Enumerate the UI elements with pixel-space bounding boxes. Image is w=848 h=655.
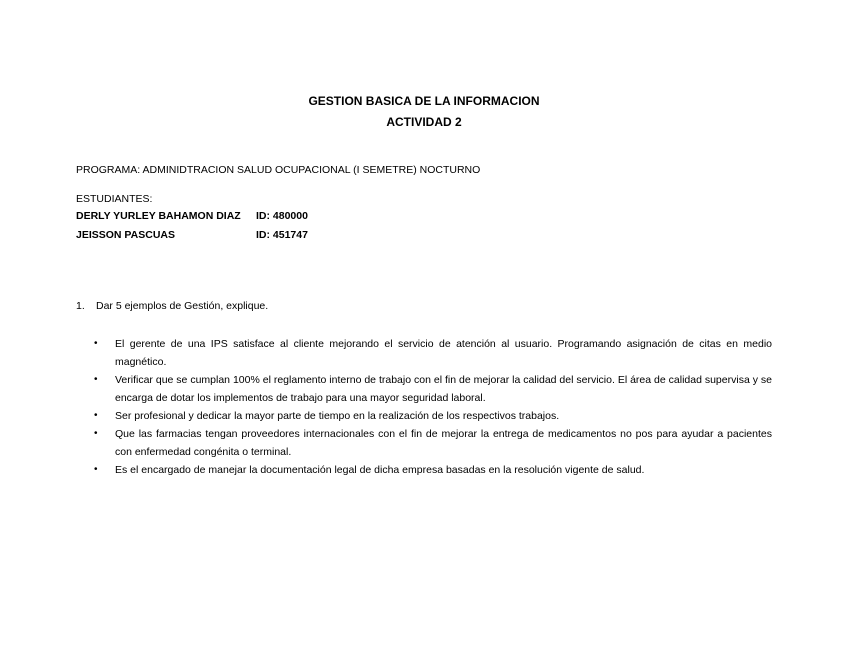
student-name: JEISSON PASCUAS: [76, 229, 175, 241]
bullet-icon: •: [94, 410, 98, 421]
student-id: ID: 480000: [256, 210, 308, 222]
students-label: ESTUDIANTES:: [76, 193, 153, 205]
list-item: [94, 425, 772, 461]
answer-text: Verificar que se cumplan 100% el reglamento interno de trabajo con el fin de mejorar la calidad del servicio. El área de calidad supervisa y se encarga de dotar los implementos de trabajo para una mayor seguridad laboral.: [115, 374, 772, 404]
question-item: [76, 299, 268, 313]
document-subtitle: ACTIVIDAD 2: [386, 115, 462, 129]
question-text: Dar 5 ejemplos de Gestión, explique.: [96, 300, 269, 312]
bullet-icon: •: [94, 338, 98, 349]
document-title: GESTION BASICA DE LA INFORMACION: [308, 94, 540, 108]
answer-text: Es el encargado de manejar la documentación legal de dicha empresa basadas en la resolución vigente de salud.: [115, 464, 645, 476]
list-item: [94, 335, 772, 371]
answer-list: [94, 335, 772, 479]
answer-text: Ser profesional y dedicar la mayor parte de tiempo en la realización de los respectivos trabajos.: [115, 410, 560, 422]
student-name: DERLY YURLEY BAHAMON DIAZ: [76, 210, 241, 222]
bullet-icon: •: [94, 464, 98, 475]
student-id: ID: 451747: [256, 229, 308, 241]
bullet-icon: •: [94, 428, 98, 439]
question-number: 1.: [76, 300, 85, 312]
bullet-icon: •: [94, 374, 98, 385]
list-item: [94, 461, 772, 479]
program-line: PROGRAMA: ADMINIDTRACION SALUD OCUPACIONAL (I SEMETRE) NOCTURNO: [76, 164, 481, 176]
list-item: [94, 407, 772, 425]
list-item: [94, 371, 772, 407]
answer-text: Que las farmacias tengan proveedores internacionales con el fin de mejorar la entrega de medicamentos no pos para ayudar a pacientes con enfermedad congénita o terminal.: [115, 428, 772, 458]
answer-text: El gerente de una IPS satisface al cliente mejorando el servicio de atención al usuario. Programando asignación de citas en medio magnético.: [115, 338, 772, 368]
